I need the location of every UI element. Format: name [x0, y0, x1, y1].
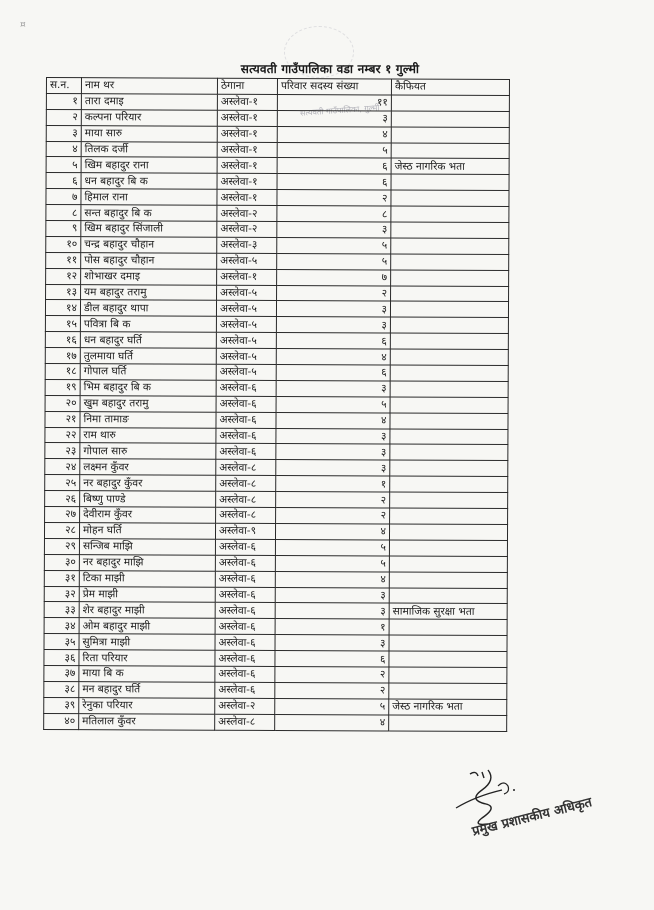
cell-remark — [390, 381, 508, 397]
cell-remark — [389, 635, 507, 651]
cell-serial: १८ — [45, 364, 80, 380]
cell-name: पवित्रा बि क — [80, 316, 216, 332]
cell-remark — [390, 349, 508, 365]
cell-serial: ३४ — [44, 618, 79, 634]
cell-family-count: ५ — [275, 555, 389, 571]
table-row — [45, 427, 508, 445]
cell-remark — [390, 492, 508, 508]
table-row — [44, 665, 507, 683]
cell-address: अस्लेवा-१ — [217, 189, 277, 205]
cell-address: अस्लेवा-५ — [216, 301, 276, 317]
cell-serial: २८ — [44, 522, 79, 538]
cell-serial: १५ — [45, 316, 80, 332]
cell-serial: ४० — [44, 713, 79, 729]
table-row — [44, 634, 507, 652]
cell-family-count: ५ — [276, 396, 390, 412]
cell-family-count: १ — [276, 476, 390, 492]
cell-serial: १७ — [45, 348, 80, 364]
cell-name: राम थारु — [80, 427, 216, 443]
cell-remark — [390, 413, 508, 429]
cell-address: अस्लेवा-१ — [217, 110, 277, 126]
cell-remark — [389, 556, 507, 572]
cell-remark — [391, 254, 509, 270]
cell-address: अस्लेवा-५ — [216, 317, 276, 333]
cell-address: अस्लेवा-५ — [217, 253, 277, 269]
cell-name: तारा दमाइ — [81, 94, 217, 110]
table-row — [46, 236, 509, 254]
cell-remark — [390, 429, 508, 445]
cell-family-count: २ — [277, 285, 391, 301]
table-row — [44, 697, 507, 715]
cell-family-count: ३ — [275, 603, 389, 619]
cell-family-count: ६ — [276, 333, 390, 349]
table-row — [46, 205, 509, 223]
cell-name: नर बहादुर माझि — [79, 554, 215, 570]
cell-family-count: २ — [275, 666, 389, 682]
cell-family-count: ४ — [275, 714, 389, 730]
cell-name: लक्ष्मन कुँवर — [80, 459, 216, 475]
cell-name: ओम बहादुर माझी — [79, 618, 215, 634]
table-row — [46, 109, 509, 127]
cell-serial: १२ — [46, 268, 81, 284]
cell-remark — [390, 444, 508, 460]
cell-family-count: ३ — [276, 444, 390, 460]
cell-remark — [391, 174, 509, 190]
cell-name: मोहन घर्ति — [79, 523, 215, 539]
document-title: सत्यवती गाउँपालिका वडा नम्बर १ गुल्मी — [240, 62, 420, 76]
cell-address: अस्लेवा-८ — [216, 460, 276, 476]
cell-serial: १३ — [46, 284, 81, 300]
cell-serial: ३१ — [44, 570, 79, 586]
cell-serial: २१ — [45, 411, 80, 427]
cell-serial: ३ — [46, 125, 81, 141]
table-row — [45, 507, 508, 525]
cell-family-count: ६ — [275, 651, 389, 667]
cell-remark — [390, 508, 508, 524]
cell-address: अस्लेवा-६ — [216, 428, 276, 444]
cell-remark — [390, 365, 508, 381]
cell-remark — [389, 540, 507, 556]
table-row — [45, 443, 508, 461]
cell-family-count: ५ — [275, 539, 389, 555]
cell-address: अस्लेवा-६ — [215, 619, 275, 635]
cell-serial: ११ — [46, 252, 81, 268]
cell-name: सन्जिब माझि — [79, 538, 215, 554]
table-row — [44, 538, 507, 556]
cell-name: माया सारु — [81, 125, 217, 141]
cell-family-count: ५ — [277, 237, 391, 253]
cell-name: खिम बहादुर राना — [81, 157, 217, 173]
cell-serial: २ — [46, 109, 81, 125]
cell-remark — [390, 460, 508, 476]
cell-serial: ३० — [44, 554, 79, 570]
cell-remark — [390, 301, 508, 317]
table-row — [44, 522, 507, 540]
corner-mark: ¤ — [20, 20, 26, 30]
table-row — [45, 348, 508, 366]
cell-address: अस्लेवा-६ — [215, 634, 275, 650]
cell-name: रेनुका परियार — [79, 697, 215, 713]
table-row — [46, 93, 509, 111]
cell-address: अस्लेवा-९ — [215, 523, 275, 539]
cell-address: अस्लेवा-६ — [216, 380, 276, 396]
cell-serial: २२ — [45, 427, 80, 443]
cell-family-count: ८ — [277, 206, 391, 222]
cell-family-count: ६ — [277, 158, 391, 174]
cell-name: शेर बहादुर माझी — [79, 602, 215, 618]
beneficiary-table — [43, 77, 510, 732]
table-row — [45, 316, 508, 334]
cell-family-count: ४ — [276, 412, 390, 428]
table-row — [44, 681, 507, 699]
cell-family-count: ३ — [276, 460, 390, 476]
cell-remark — [390, 317, 508, 333]
cell-family-count: ४ — [276, 349, 390, 365]
table-row — [44, 650, 507, 668]
cell-family-count: ४ — [277, 126, 391, 142]
table-row — [45, 411, 508, 429]
cell-name: गोपाल घर्ति — [80, 364, 216, 380]
cell-name: तिलक दर्जी — [81, 141, 217, 157]
cell-family-count: ७ — [277, 269, 391, 285]
table-row — [45, 379, 508, 397]
cell-remark: सामाजिक सुरक्षा भता — [389, 603, 507, 619]
cell-address: अस्लेवा-१ — [217, 142, 277, 158]
table-row — [44, 713, 507, 731]
cell-address: अस्लेवा-२ — [215, 698, 275, 714]
cell-remark — [391, 286, 509, 302]
table-row — [45, 332, 508, 350]
cell-family-count: ३ — [276, 317, 390, 333]
cell-serial: ९ — [46, 221, 81, 237]
table-row — [44, 554, 507, 572]
table-row — [44, 586, 507, 604]
cell-address: अस्लेवा-६ — [215, 666, 275, 682]
cell-name: टिका माझी — [79, 570, 215, 586]
cell-name: खुम बहादुर तरामु — [80, 395, 216, 411]
cell-name: तुलमाया घर्ति — [80, 348, 216, 364]
cell-address: अस्लेवा-६ — [215, 587, 275, 603]
cell-address: अस्लेवा-६ — [215, 650, 275, 666]
cell-address: अस्लेवा-६ — [215, 682, 275, 698]
table-row — [46, 157, 509, 175]
cell-remark — [389, 524, 507, 540]
cell-name: पोस बहादुर चौहान — [81, 252, 217, 268]
table-row — [45, 475, 508, 493]
cell-address: अस्लेवा-२ — [217, 221, 277, 237]
cell-remark — [389, 619, 507, 635]
cell-remark — [389, 572, 507, 588]
table-row — [45, 459, 508, 477]
cell-serial: ७ — [46, 189, 81, 205]
cell-remark — [389, 667, 507, 683]
cell-address: अस्लेवा-५ — [217, 285, 277, 301]
cell-serial: २५ — [45, 475, 80, 491]
cell-family-count: ५ — [275, 698, 389, 714]
cell-remark — [389, 651, 507, 667]
cell-family-count: ५ — [277, 142, 391, 158]
cell-name: बिष्णु पाण्डे — [80, 491, 216, 507]
header-remarks: कैफियत — [391, 79, 509, 95]
cell-serial: २७ — [45, 507, 80, 523]
cell-remark — [391, 270, 509, 286]
cell-remark — [391, 111, 509, 127]
cell-address: अस्लेवा-५ — [216, 332, 276, 348]
cell-address: अस्लेवा-३ — [217, 237, 277, 253]
cell-serial: १९ — [45, 379, 80, 395]
cell-remark — [389, 683, 507, 699]
cell-address: अस्लेवा-६ — [216, 444, 276, 460]
cell-family-count: ४ — [275, 523, 389, 539]
cell-name: खिम बहादुर सिंजाली — [81, 221, 217, 237]
cell-family-count: ३ — [276, 301, 390, 317]
cell-name: देवीराम कुँवर — [80, 507, 216, 523]
cell-name: यम बहादुर तरामु — [81, 284, 217, 300]
cell-remark — [390, 397, 508, 413]
cell-address: अस्लेवा-८ — [216, 476, 276, 492]
cell-remark — [391, 238, 509, 254]
cell-family-count: ३ — [275, 587, 389, 603]
cell-name: माया बि क — [79, 666, 215, 682]
cell-family-count: ४ — [275, 571, 389, 587]
signature-caption: प्रमुख प्रशासकीय अधिकृत — [470, 795, 594, 840]
cell-remark — [391, 190, 509, 206]
table-row — [44, 618, 507, 636]
cell-name: धन बहादुर घर्ति — [80, 332, 216, 348]
cell-address: अस्लेवा-२ — [217, 205, 277, 221]
cell-name: डील बहादुर थापा — [80, 300, 216, 316]
cell-remark — [391, 127, 509, 143]
table-row — [46, 189, 509, 207]
cell-serial: ३५ — [44, 634, 79, 650]
cell-address: अस्लेवा-१ — [217, 126, 277, 142]
cell-name: सुमित्रा माझी — [79, 634, 215, 650]
table-row — [46, 268, 509, 286]
cell-serial: ५ — [46, 157, 81, 173]
cell-family-count: ३ — [277, 110, 391, 126]
cell-family-count: २ — [276, 492, 390, 508]
table-row — [45, 491, 508, 509]
cell-remark — [391, 95, 509, 111]
cell-remark — [390, 333, 508, 349]
cell-family-count: ३ — [276, 428, 390, 444]
cell-family-count: २ — [276, 508, 390, 524]
table-row — [46, 221, 509, 239]
cell-name: धन बहादुर बि क — [81, 173, 217, 189]
table-row — [45, 364, 508, 382]
cell-name: हिमाल राना — [81, 189, 217, 205]
cell-remark — [389, 715, 507, 731]
stamp-text: सत्यवती गाउँपालिका, गुल्मी — [299, 103, 380, 118]
cell-family-count: ११ — [277, 94, 391, 110]
cell-remark — [389, 588, 507, 604]
cell-serial: २४ — [45, 459, 80, 475]
cell-family-count: ६ — [277, 174, 391, 190]
cell-address: अस्लेवा-८ — [216, 507, 276, 523]
cell-name: सन्त बहादुर बि क — [81, 205, 217, 221]
cell-address: अस्लेवा-६ — [215, 539, 275, 555]
cell-address: अस्लेवा-६ — [215, 603, 275, 619]
table-row — [46, 284, 509, 302]
cell-remark — [391, 206, 509, 222]
cell-name: मतिलाल कुँवर — [79, 713, 215, 729]
header-name: नाम थर — [81, 78, 217, 94]
cell-remark — [390, 476, 508, 492]
cell-remark — [391, 143, 509, 159]
cell-remark — [391, 222, 509, 238]
cell-address: अस्लेवा-५ — [216, 364, 276, 380]
cell-name: गोपाल सारु — [80, 443, 216, 459]
cell-family-count: १ — [275, 619, 389, 635]
cell-serial: ३६ — [44, 650, 79, 666]
cell-address: अस्लेवा-६ — [216, 396, 276, 412]
header-address: ठेगाना — [217, 78, 277, 94]
cell-address: अस्लेवा-६ — [215, 571, 275, 587]
table-row — [44, 570, 507, 588]
cell-name: नर बहादुर कुँवर — [80, 475, 216, 491]
cell-serial: ३९ — [44, 697, 79, 713]
cell-remark: जेस्ठ नागरिक भता — [391, 158, 509, 174]
cell-address: अस्लेवा-१ — [217, 174, 277, 190]
cell-address: अस्लेवा-१ — [217, 94, 277, 110]
cell-name: मन बहादुर घर्ति — [79, 681, 215, 697]
header-serial: स.न. — [46, 78, 81, 94]
cell-serial: १४ — [45, 300, 80, 316]
cell-name: निमा तामाङ — [80, 411, 216, 427]
table-row — [45, 300, 508, 318]
cell-address: अस्लेवा-६ — [215, 555, 275, 571]
cell-name: कल्पना परियार — [81, 109, 217, 125]
cell-address: अस्लेवा-१ — [217, 158, 277, 174]
cell-name: भिम बहादुर बि क — [80, 380, 216, 396]
cell-family-count: ३ — [275, 635, 389, 651]
cell-family-count: ६ — [276, 365, 390, 381]
cell-serial: २३ — [45, 443, 80, 459]
cell-family-count: २ — [277, 190, 391, 206]
table-row — [46, 141, 509, 159]
cell-address: अस्लेवा-५ — [216, 348, 276, 364]
table-row — [44, 602, 507, 620]
cell-address: अस्लेवा-१ — [217, 269, 277, 285]
cell-family-count: ५ — [277, 253, 391, 269]
cell-serial: २६ — [45, 491, 80, 507]
cell-address: अस्लेवा-८ — [216, 491, 276, 507]
table-row — [46, 125, 509, 143]
cell-name: चन्द्र बहादुर चौहान — [81, 237, 217, 253]
cell-serial: ३७ — [44, 665, 79, 681]
cell-address: अस्लेवा-८ — [215, 714, 275, 730]
cell-serial: २९ — [44, 538, 79, 554]
cell-address: अस्लेवा-६ — [216, 412, 276, 428]
cell-family-count: ३ — [276, 380, 390, 396]
table-row — [46, 173, 509, 191]
cell-family-count: ३ — [277, 222, 391, 238]
table-row — [45, 395, 508, 413]
table-row — [46, 252, 509, 270]
cell-name: रिता परियार — [79, 650, 215, 666]
cell-serial: २० — [45, 395, 80, 411]
cell-family-count: २ — [275, 682, 389, 698]
header-family-count: परिवार सदस्य संख्या — [277, 79, 391, 95]
cell-serial: ८ — [46, 205, 81, 221]
cell-name: प्रेम माझी — [79, 586, 215, 602]
cell-name: शोभाखर दमाइ — [81, 268, 217, 284]
cell-serial: १ — [46, 93, 81, 109]
cell-serial: ३२ — [44, 586, 79, 602]
cell-serial: ४ — [46, 141, 81, 157]
cell-serial: ३३ — [44, 602, 79, 618]
cell-serial: ३८ — [44, 681, 79, 697]
cell-serial: १६ — [45, 332, 80, 348]
cell-serial: १० — [46, 236, 81, 252]
cell-remark: जेस्ठ नागरिक भता — [389, 699, 507, 715]
cell-serial: ६ — [46, 173, 81, 189]
